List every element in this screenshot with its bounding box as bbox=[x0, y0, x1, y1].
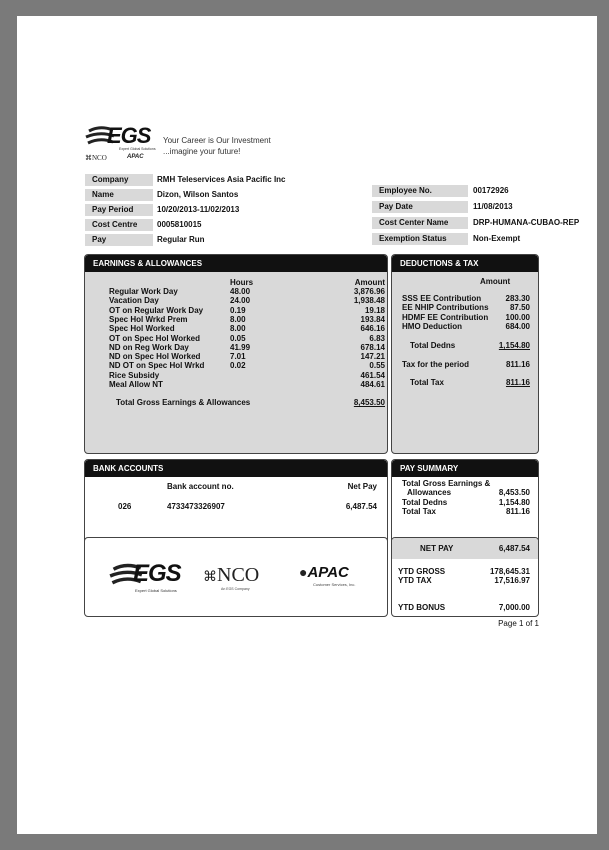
earning-hours: 0.02 bbox=[230, 361, 246, 371]
diamond-icon: ⌘ bbox=[85, 155, 92, 162]
pay-date-value: 11/08/2013 bbox=[473, 202, 513, 211]
ytd-bonus-label: YTD BONUS bbox=[398, 603, 446, 612]
cost-center-name-value: DRP-HUMANA-CUBAO-REP bbox=[473, 218, 580, 227]
exemption-status-value: Non-Exempt bbox=[473, 234, 521, 243]
bank-code: 026 bbox=[118, 502, 132, 511]
bank-account-header: Bank account no. bbox=[167, 482, 234, 491]
footer-apac-sub: Customer Services, Inc. bbox=[313, 582, 356, 587]
pay-value: Regular Run bbox=[157, 235, 205, 244]
summary-gross-label1: Total Gross Earnings & bbox=[402, 479, 491, 488]
earning-amount: 147.21 bbox=[360, 352, 385, 362]
earning-hours: 8.00 bbox=[230, 324, 246, 334]
earning-amount: 678.14 bbox=[360, 342, 385, 352]
footer-egs-logo bbox=[109, 560, 189, 594]
pay-summary-panel bbox=[391, 459, 539, 544]
tagline-line2: ...imagine your future! bbox=[163, 147, 241, 156]
tax-period-value: 811.16 bbox=[505, 360, 530, 369]
egs-logo-sub: Expert Global Solutions bbox=[119, 147, 156, 151]
bank-account-number: 4733473326907 bbox=[167, 502, 225, 511]
employee-no-value: 00172926 bbox=[473, 186, 509, 195]
total-dedns-value: 1,154.80 bbox=[498, 341, 530, 350]
net-pay-label: NET PAY bbox=[420, 544, 454, 553]
deduction-amount: 87.50 bbox=[509, 303, 530, 313]
deductions-amount-header: Amount bbox=[480, 277, 511, 286]
page-number: Page 1 of 1 bbox=[498, 619, 539, 628]
pay-label: Pay bbox=[85, 234, 153, 246]
summary-gross-value: 8,453.50 bbox=[498, 488, 530, 498]
payslip-page bbox=[17, 16, 597, 834]
earning-amount: 6.83 bbox=[369, 333, 385, 343]
summary-dedns-value: 1,154.80 bbox=[498, 497, 530, 507]
deduction-name: EE NHIP Contributions bbox=[402, 303, 489, 313]
net-pay-panel bbox=[391, 537, 539, 617]
company-label: Company bbox=[85, 174, 153, 186]
earning-amount: 484.61 bbox=[360, 380, 385, 389]
name-value: Dizon, Wilson Santos bbox=[157, 190, 239, 199]
ytd-bonus-value: 7,000.00 bbox=[498, 603, 530, 612]
net-pay-value: 6,487.54 bbox=[498, 544, 530, 553]
cost-center-name-label: Cost Center Name bbox=[372, 217, 468, 229]
ytd-tax-value: 17,516.97 bbox=[494, 576, 530, 586]
employee-no-label: Employee No. bbox=[372, 185, 468, 197]
total-gross-label: Total Gross Earnings & Allowances bbox=[116, 398, 251, 407]
footer-logos-panel bbox=[84, 537, 388, 617]
summary-dedns-label: Total Dedns bbox=[402, 497, 448, 507]
footer-apac-logo bbox=[299, 564, 355, 587]
earning-name: ND on Reg Work Day bbox=[109, 342, 189, 352]
bank-net-pay-header: Net Pay bbox=[347, 482, 377, 491]
cost-centre-label: Cost Centre bbox=[85, 219, 153, 231]
earning-amount: 0.55 bbox=[369, 361, 385, 371]
apac-small-text: APAC bbox=[127, 154, 144, 160]
earning-name: Regular Work Day bbox=[109, 287, 178, 296]
deductions-panel bbox=[391, 254, 539, 454]
deduction-name: SSS EE Contribution bbox=[402, 294, 482, 303]
cost-centre-value: 0005810015 bbox=[157, 220, 202, 229]
earning-hours: 0.19 bbox=[230, 305, 246, 315]
pay-date-label: Pay Date bbox=[372, 201, 468, 213]
earning-amount: 1,938.48 bbox=[353, 296, 385, 306]
earning-hours: 0.05 bbox=[230, 333, 246, 343]
tax-period-label: Tax for the period bbox=[402, 360, 469, 369]
summary-tax-label: Total Tax bbox=[402, 506, 436, 516]
egs-logo bbox=[85, 123, 155, 151]
earning-amount: 3,876.96 bbox=[353, 287, 385, 296]
earning-name: OT on Regular Work Day bbox=[109, 305, 204, 315]
footer-nco-logo bbox=[203, 564, 259, 591]
earning-amount: 646.16 bbox=[360, 324, 385, 334]
earning-name: OT on Spec Hol Worked bbox=[109, 333, 200, 343]
hours-header: Hours bbox=[230, 278, 254, 287]
earning-name: Rice Subsidy bbox=[109, 370, 160, 380]
name-label: Name bbox=[85, 189, 153, 201]
egs-logo-text: EGS bbox=[107, 123, 151, 148]
footer-egs-text: EGS bbox=[133, 560, 181, 587]
total-dedns-label: Total Dedns bbox=[410, 341, 456, 350]
total-tax-label: Total Tax bbox=[410, 378, 444, 387]
nco-small-logo bbox=[85, 154, 107, 162]
earning-name: ND OT on Spec Hol Wrkd bbox=[109, 361, 205, 371]
ytd-gross-label: YTD GROSS bbox=[398, 567, 446, 576]
earning-name: Spec Hol Worked bbox=[109, 324, 175, 334]
deduction-name: HMO Deduction bbox=[402, 321, 462, 331]
earning-name: ND on Spec Hol Worked bbox=[109, 352, 201, 362]
earning-hours: 41.99 bbox=[230, 342, 251, 352]
deduction-amount: 100.00 bbox=[505, 312, 530, 322]
deduction-name: HDMF EE Contribution bbox=[402, 312, 489, 322]
pay-summary-title: PAY SUMMARY bbox=[392, 460, 538, 477]
arrows-icon: ⌘ bbox=[203, 568, 217, 584]
deduction-amount: 283.30 bbox=[505, 294, 530, 303]
earning-name: Meal Allow NT bbox=[109, 380, 163, 389]
apac-small-logo bbox=[127, 154, 144, 160]
earning-hours: 8.00 bbox=[230, 314, 246, 324]
ytd-tax-label: YTD TAX bbox=[398, 576, 432, 586]
bank-title: BANK ACCOUNTS bbox=[85, 460, 387, 477]
earning-hours: 7.01 bbox=[230, 352, 246, 362]
nco-small-text: NCO bbox=[92, 154, 107, 162]
apac-swoosh-icon: ● bbox=[299, 564, 308, 580]
bank-accounts-panel bbox=[84, 459, 388, 544]
earning-name: Vacation Day bbox=[109, 296, 159, 306]
earnings-panel bbox=[84, 254, 388, 454]
earning-name: Spec Hol Wrkd Prem bbox=[109, 314, 188, 324]
earning-hours: 24.00 bbox=[230, 296, 251, 306]
footer-nco-text: NCO bbox=[217, 564, 260, 586]
earning-amount: 193.84 bbox=[360, 314, 385, 324]
deduction-amount: 684.00 bbox=[505, 321, 530, 331]
header-tagline bbox=[163, 135, 271, 157]
company-value: RMH Teleservices Asia Pacific Inc bbox=[157, 175, 286, 184]
exemption-status-label: Exemption Status bbox=[372, 233, 468, 245]
bank-net-pay: 6,487.54 bbox=[345, 502, 377, 511]
net-pay-bar bbox=[392, 538, 539, 559]
earnings-title: EARNINGS & ALLOWANCES bbox=[85, 255, 387, 272]
footer-apac-text: APAC bbox=[307, 564, 349, 581]
footer-egs-sub: Expert Global Solutions bbox=[135, 588, 177, 593]
summary-tax-value: 811.16 bbox=[505, 506, 530, 516]
amount-header: Amount bbox=[354, 278, 385, 287]
footer-nco-sub: An EGS Company bbox=[221, 587, 250, 591]
earning-hours: 48.00 bbox=[230, 287, 251, 296]
tagline-line1: Your Career is Our Investment bbox=[163, 136, 271, 145]
deductions-title: DEDUCTIONS & TAX bbox=[392, 255, 538, 272]
pay-period-value: 10/20/2013-11/02/2013 bbox=[157, 205, 240, 214]
pay-period-label: Pay Period bbox=[85, 204, 153, 216]
total-tax-value: 811.16 bbox=[505, 378, 530, 387]
total-gross-value: 8,453.50 bbox=[353, 398, 385, 407]
ytd-gross-value: 178,645.31 bbox=[489, 567, 530, 576]
summary-gross-label2: Allowances bbox=[407, 488, 452, 498]
earning-amount: 19.18 bbox=[364, 305, 385, 315]
earning-amount: 461.54 bbox=[360, 370, 385, 380]
